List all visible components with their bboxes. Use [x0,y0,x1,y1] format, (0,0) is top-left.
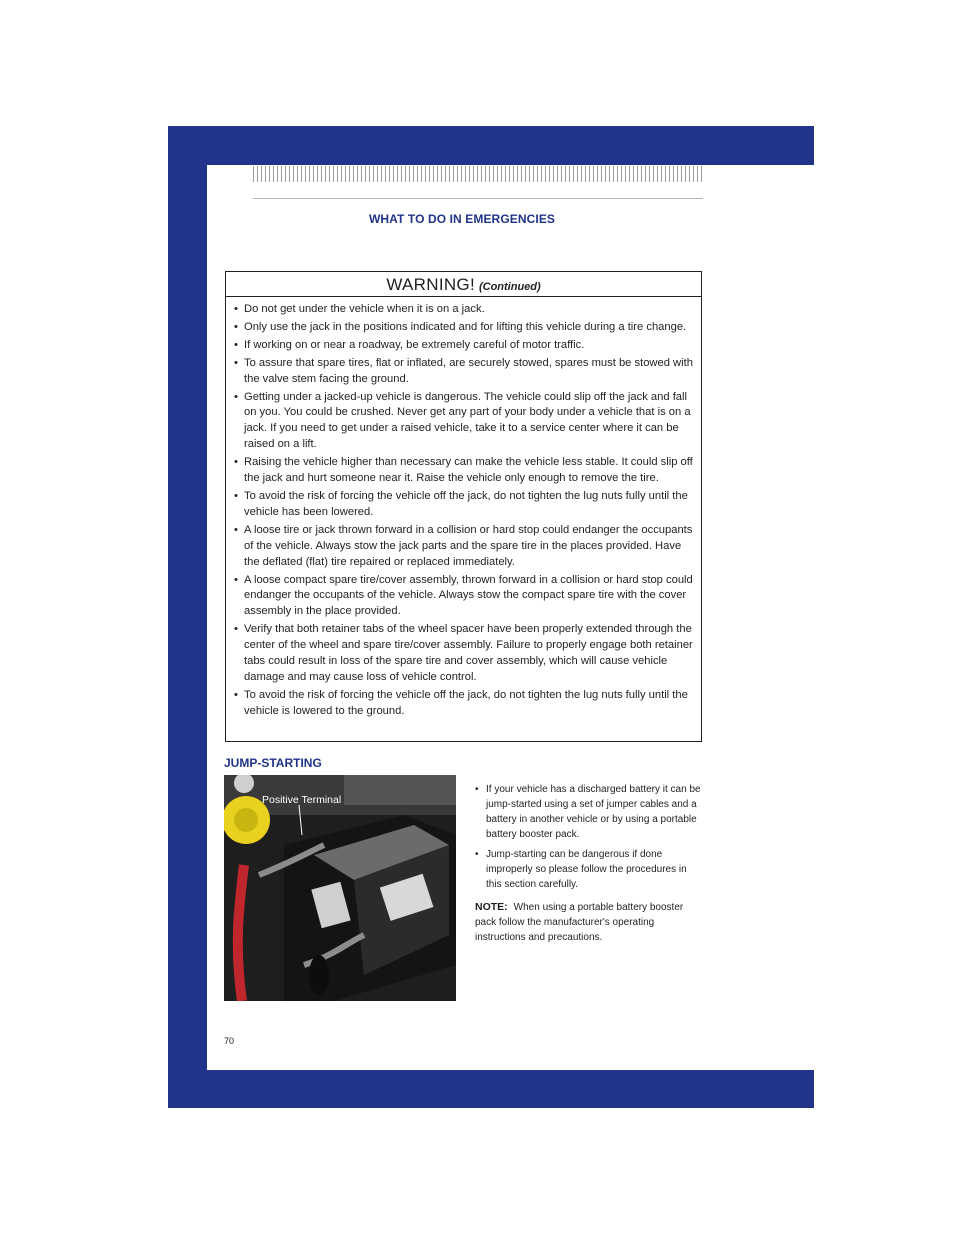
battery-photo [224,775,456,1001]
note-text: When using a portable battery booster pack follow the manufacturer's operating instructions and precautions. [475,902,684,943]
photo-label-positive-terminal: Positive Terminal [262,794,342,806]
warning-heading: WARNING! [386,275,475,294]
jump-starting-list [475,782,703,892]
jump-starting-item: • Jump-starting can be dangerous if done improperly so please follow the procedures in this section carefully. [486,847,703,892]
header-rule [253,198,703,199]
warning-item: • A loose tire or jack thrown forward in a collision or hard stop could endanger the occupants of the vehicle. Always stow the jack parts and the spare tire in the places provided. Have the deflated (flat) tire repaired or replaced immediately. [244,523,693,571]
warning-item: • To avoid the risk of forcing the vehicle off the jack, do not tighten the lug nuts fully until the vehicle has been lowered. [244,489,693,521]
warning-item: • Verify that both retainer tabs of the wheel spacer have been properly extended through the center of the wheel and spare tire/cover assembly. Failure to properly engage both retainer tabs could result in loss of the spare tire and cover assembly, which will cause vehicle damage and may cause loss of vehicle control. [244,622,693,686]
note-label: NOTE: [475,901,508,913]
decorative-tick-strip [253,166,703,182]
warning-list [226,297,701,720]
warning-item: • To assure that spare tires, flat or inflated, are securely stowed, spares must be stowed with the valve stem facing the ground. [244,356,693,388]
warning-item: • Getting under a jacked-up vehicle is dangerous. The vehicle could slip off the jack and fall on you. You could be crushed. Never get any part of your body under a vehicle that is on a jack. If you need to get under a raised vehicle, take it to a service center where it can be raised on a lift. [244,390,693,454]
warning-item: • If working on or near a roadway, be extremely careful of motor traffic. [244,338,693,354]
section-title: WHAT TO DO IN EMERGENCIES [368,212,556,226]
page-number: 70 [224,1036,235,1046]
warning-item: • A loose compact spare tire/cover assembly, thrown forward in a collision or hard stop could endanger the occupants of the vehicle. Always stow the compact spare tire with the cover assembly in the place provided. [244,573,693,621]
warning-item: • Do not get under the vehicle when it is on a jack. [244,302,693,318]
warning-item: • Raising the vehicle higher than necessary can make the vehicle less stable. It could slip off the jack and hurt someone near it. Raise the vehicle only enough to remove the tire. [244,455,693,487]
note [475,900,703,945]
warning-title [226,272,701,297]
warning-item: • To avoid the risk of forcing the vehicle off the jack, do not tighten the lug nuts fully until the vehicle is lowered to the ground. [244,688,693,720]
warning-continued: (Continued) [478,281,541,293]
jump-starting-item: • If your vehicle has a discharged battery it can be jump-started using a set of jumper cables and a battery in another vehicle or by using a portable battery booster pack. [486,782,703,842]
battery-illustration [224,775,456,1001]
jump-starting-text [475,782,703,945]
warning-item: • Only use the jack in the positions indicated and for lifting this vehicle during a tire change. [244,320,693,336]
jump-starting-heading: JUMP-STARTING [224,756,322,770]
warning-box [225,271,702,742]
